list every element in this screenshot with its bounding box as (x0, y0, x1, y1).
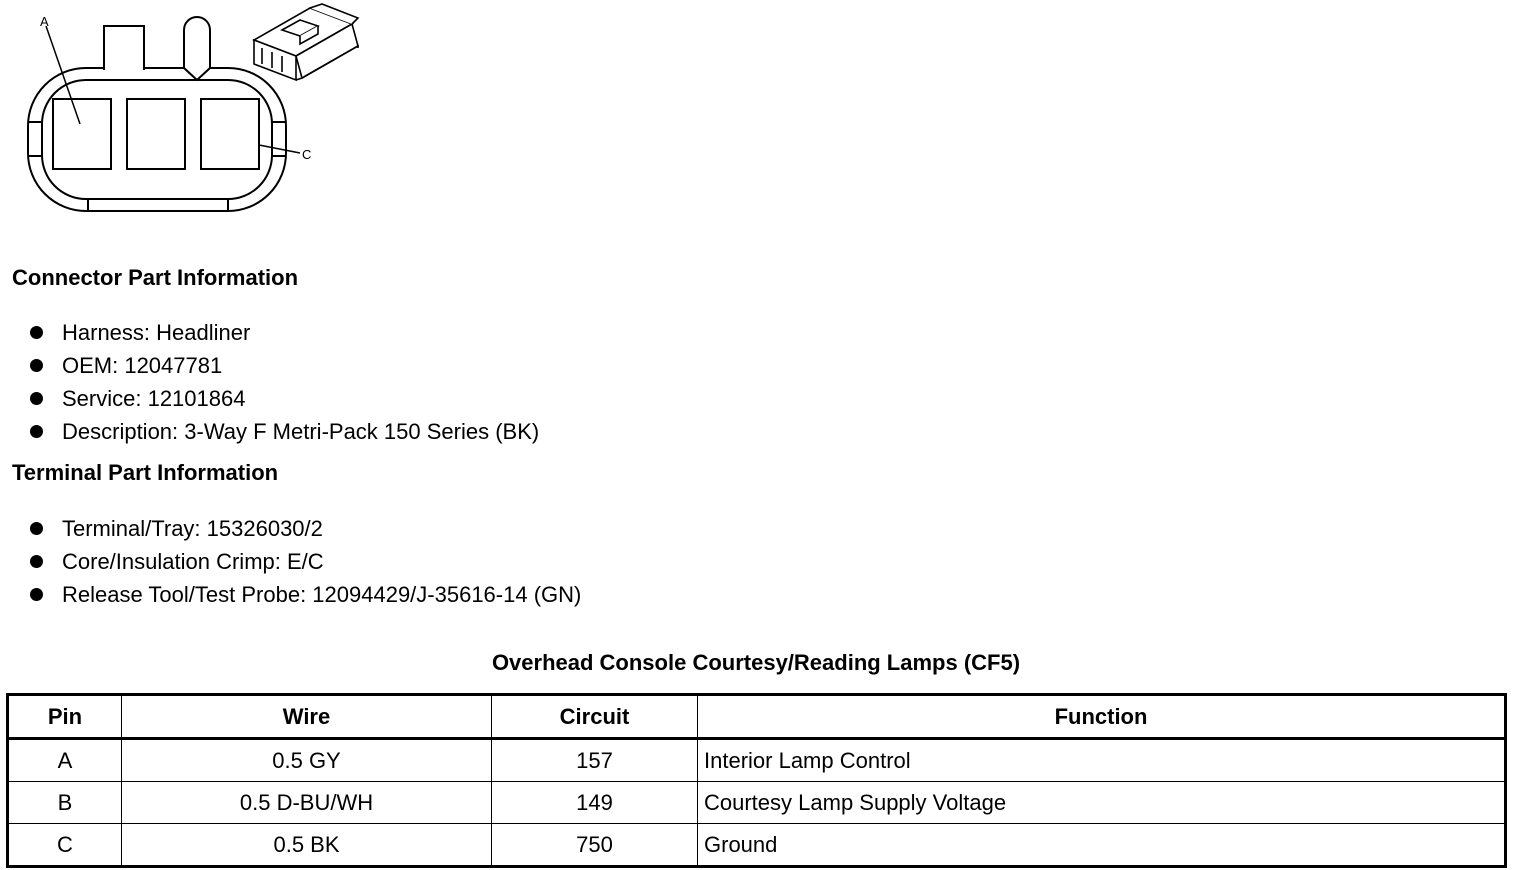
pin-c-label: C (302, 147, 312, 162)
table-header-row (8, 695, 1506, 739)
terminal-part-info-list (28, 512, 581, 611)
table-row (8, 782, 1506, 824)
connector-isometric-icon (254, 4, 358, 80)
list-item (28, 316, 539, 349)
connector-part-info-heading: Connector Part Information (12, 265, 299, 290)
connector-face-drawing (0, 0, 380, 225)
pin-cell: B (8, 782, 122, 824)
pin-cell: C (8, 824, 122, 867)
list-item (28, 382, 539, 415)
wire-cell: 0.5 BK (122, 824, 492, 867)
circuit-cell: 750 (492, 824, 698, 867)
bullet-icon (30, 359, 43, 372)
terminal-part-info-heading: Terminal Part Information (12, 460, 279, 485)
circuit-cell: 149 (492, 782, 698, 824)
pin-table (6, 693, 1507, 868)
oem-part-number: OEM: 12047781 (62, 353, 223, 378)
connector-diagram (0, 0, 380, 225)
list-item (28, 415, 539, 448)
connector-description: Description: 3-Way F Metri-Pack 150 Series (BK) (62, 419, 540, 444)
bullet-icon (30, 326, 43, 339)
list-item (28, 349, 539, 382)
wire-cell: 0.5 GY (122, 739, 492, 782)
column-header-circuit: Circuit (492, 695, 698, 739)
pin-a-label: A (40, 14, 49, 29)
circuit-cell: 157 (492, 739, 698, 782)
release-tool: Release Tool/Test Probe: 12094429/J-35616-14 (GN) (62, 582, 582, 607)
bullet-icon (30, 425, 43, 438)
service-part-number: Service: 12101864 (62, 386, 246, 411)
table-row (8, 739, 1506, 782)
list-item (28, 512, 581, 545)
list-item (28, 578, 581, 611)
connector-part-info-list (28, 316, 539, 448)
table-title: Overhead Console Courtesy/Reading Lamps (CF5) (491, 650, 1021, 675)
bullet-icon (30, 522, 43, 535)
wire-cell: 0.5 D-BU/WH (122, 782, 492, 824)
function-cell: Courtesy Lamp Supply Voltage (698, 782, 1506, 824)
crimp-info: Core/Insulation Crimp: E/C (62, 549, 324, 574)
column-header-function: Function (698, 695, 1506, 739)
harness-info: Harness: Headliner (62, 320, 251, 345)
terminal-tray: Terminal/Tray: 15326030/2 (62, 516, 323, 541)
column-header-wire: Wire (122, 695, 492, 739)
table-row (8, 824, 1506, 867)
pin-cell: A (8, 739, 122, 782)
function-cell: Ground (698, 824, 1506, 867)
bullet-icon (30, 555, 43, 568)
list-item (28, 545, 581, 578)
column-header-pin: Pin (8, 695, 122, 739)
bullet-icon (30, 588, 43, 601)
bullet-icon (30, 392, 43, 405)
function-cell: Interior Lamp Control (698, 739, 1506, 782)
